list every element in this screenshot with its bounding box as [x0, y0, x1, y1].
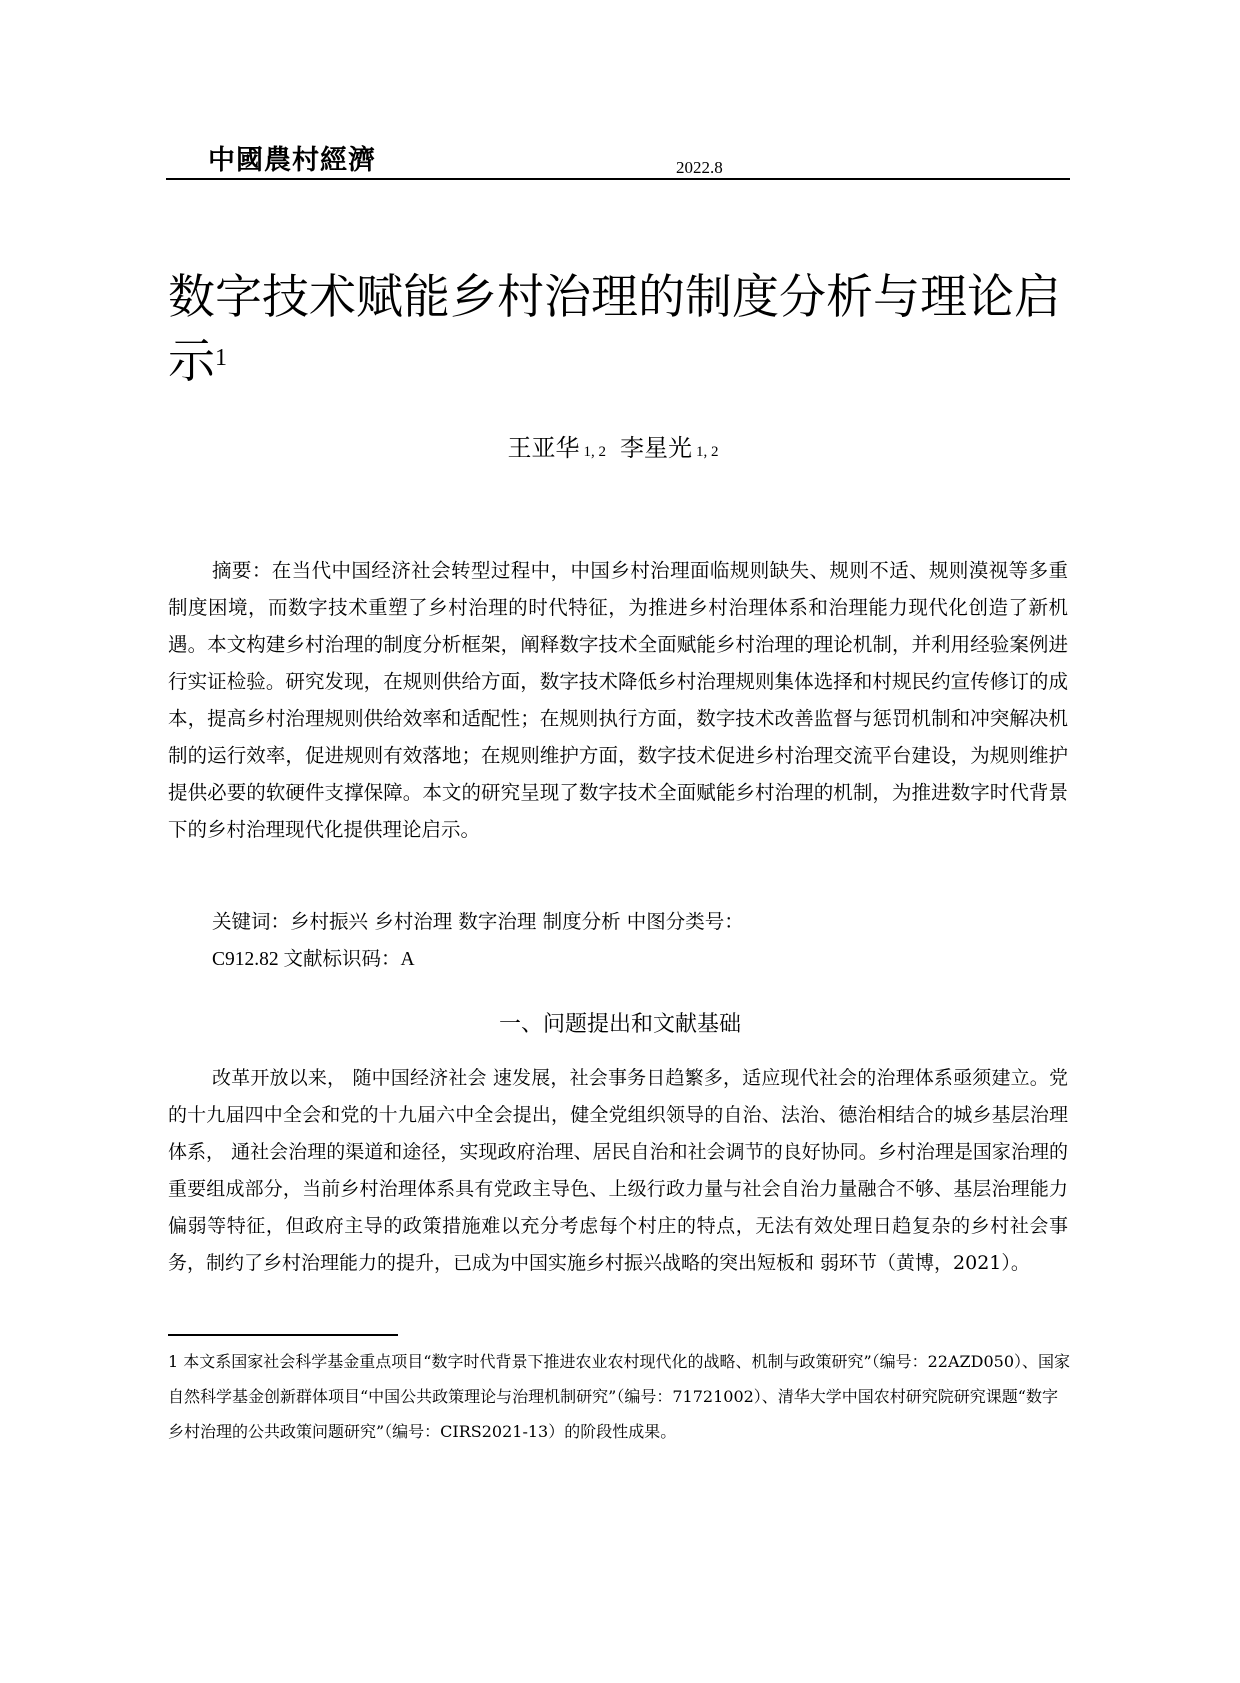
- journal-name: 中國農村經濟: [208, 145, 376, 176]
- author-affiliation: 1, 2: [696, 444, 719, 460]
- header-rule: [166, 178, 1070, 180]
- issue-date: 2022.8: [676, 158, 723, 177]
- title-footnote-mark: 1: [215, 345, 227, 371]
- article-title: [168, 266, 1068, 394]
- section-heading: 一、问题提出和文献基础: [498, 1012, 741, 1037]
- author-name: 王亚华: [507, 434, 580, 462]
- article-title-text: 数字技术赋能乡村治理的制度分析与理论启示: [168, 270, 1061, 389]
- author-list: [0, 428, 1240, 463]
- footnote: 1 本文系国家社会科学基金重点项目“数字时代背景下推进农业农村现代化的战略、机制与政策研究”（编号：22AZD050）、国家自然科学基金创新群体项目“中国公共政策理论与治理机制研究”（编号：71721002）、清华大学中国农村研究院研究课题“数字乡村治理的公共政策问题研究”（编号：CIRS2021-13）的阶段性成果。: [168, 1352, 1071, 1441]
- author-name: 李星光: [620, 434, 692, 462]
- footnote-rule: [168, 1334, 398, 1336]
- keywords-line: 关键词：乡村振兴 乡村治理 数字治理 制度分析 中图分类号：: [212, 910, 744, 933]
- body-paragraph: 改革开放以来， 随中国经济社会 速发展，社会事务日趋繁多，适应现代社会的治理体系亟须建立。党的十九届四中全会和党的十九届六中全会提出，健全党组织领导的自治、法治、德治相结合的城乡基层治理体系， 通社会治理的渠道和途径，实现政府治理、居民自治和社会调节的良好协同。乡村治理是国家治理的重要组成部分，当前乡村治理体系具有党政主导色、上级行政力量与社会自治力量融合不够、基层治理能力偏弱等特征，但政府主导的政策措施难以充分考虑每个村庄的特点，无法有效处理日趋复杂的乡村社会事务，制约了乡村治理能力的提升，已成为中国实施乡村振兴战略的突出短板和 弱环节（黄博，2021）。: [168, 1067, 1068, 1274]
- classification-line: C912.82 文献标识码：A: [212, 949, 415, 970]
- abstract: 摘要：在当代中国经济社会转型过程中，中国乡村治理面临规则缺失、规则不适、规则漠视等多重制度困境，而数字技术重塑了乡村治理的时代特征，为推进乡村治理体系和治理能力现代化创造了新机遇。本文构建乡村治理的制度分析框架，阐释数字技术全面赋能乡村治理的理论机制，并利用经验案例进行实证检验。研究发现，在规则供给方面，数字技术降低乡村治理规则集体选择和村规民约宣传修订的成本，提高乡村治理规则供给效率和适配性；在规则执行方面，数字技术改善监督与惩罚机制和冲突解决机制的运行效率，促进规则有效落地；在规则维护方面，数字技术促进乡村治理交流平台建设，为规则维护提供必要的软硬件支撑保障。本文的研究呈现了数字技术全面赋能乡村治理的机制，为推进数字时代背景下的乡村治理现代化提供理论启示。: [168, 559, 1068, 841]
- keywords-block: [212, 903, 744, 979]
- author-affiliation: 1, 2: [583, 444, 606, 460]
